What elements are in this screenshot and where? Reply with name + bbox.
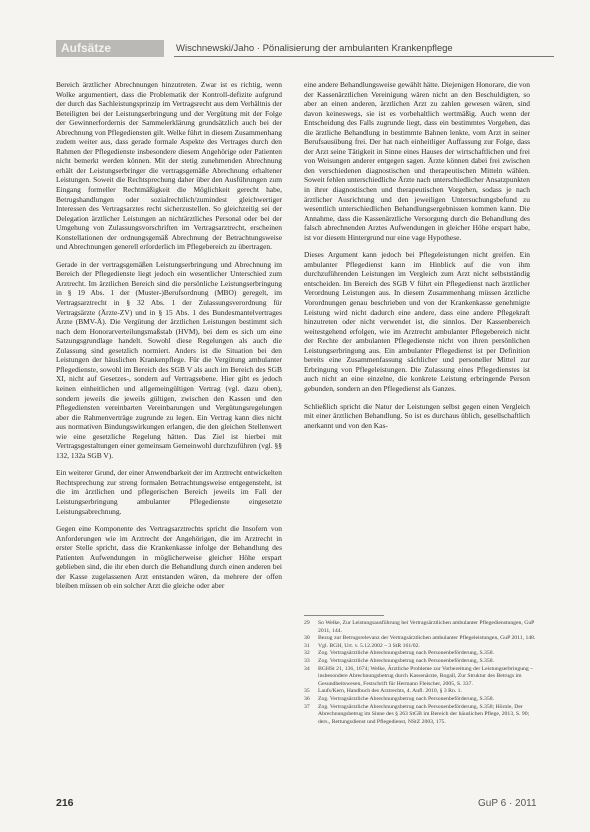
footnote: [304, 650, 540, 658]
paragraph: Gegen eine Komponente des Vertragsarztrechts spricht die Insofern von Anforderungen wie im Arztrecht der Angehörigen, die im Arztrecht in erster Stelle spricht, dass die Krankenkasse infolge der Behandlung des Patienten Aufwendungen in möglicherweise gleicher Höhe erspart geblieben sind, die ihr eben durch die Behandlung durch einen anderen bei der Kasse zugelassenen Arzt entstanden wären, da mehrere der offen bleiben müssen ob ein solcher Arzt die gleiche oder aber: [56, 524, 282, 591]
section-label: Aufsätze: [61, 41, 112, 55]
left-column: [56, 80, 282, 599]
footnote-number: 34: [304, 665, 310, 672]
footnote: [304, 696, 540, 704]
footnote-number: 30: [304, 635, 310, 642]
footnote-number: 37: [304, 703, 310, 710]
footnote-number: 35: [304, 688, 310, 695]
footnote-text: Vgl. BGH, Urt. v. 5.12.2002 – 3 StR 161/02.: [318, 642, 420, 649]
footnote: [304, 688, 540, 696]
journal-issue: GuP 6 · 2011: [478, 798, 537, 809]
paragraph: eine andere Behandlungsweise gewählt hätte. Diejenigen Honorare, die von der Kassenärztlichen Vereinigung wären nicht an den Beschuldigten, so aber an einen anderen, ärztlichen Arzt zu zahlen gewesen wären, sind davon keineswegs, sie ist es vorbehaltlich wertmäßig. Auch wenn der Entscheidung des Falls zugrunde liegt, dass ein bestimmtes Vorgehen, das die ärztliche Behandlung in bestimmte Bahnen lenkte, vom Arzt in seiner Berufsausübung frei. Der hat nach einheitliger Auffassung zur Folge, dass der Arzt seine Tätigkeit in Sinne eines Hauses der wirtschaftlichen und frei von Weisungen anderer entgegen sagen. Ärzte können dabei frei zwischen den verschiedenen diagnostischen und therapeutischen Mitteln wählen. Soweit fehlen unterschiedliche Ärzte nach unterschiedlicher Ansatzpunkten in ihrer diagnostischen und therapeutischen Vorgehen, sodass je nach ärztlicher Ausrichtung und den jeweiligen Untersuchungsbefund zu wesentlich unterschiedlichen Behandlungsergebnissen kommen kann. Die Annahme, dass die Kassenärztliche Versorgung durch die Behandlung des falsch abrechnenden Arztes Aufwendungen in gleicher Höhe erspart habe, ist vor diesem Hintergrund nur eine vage Hypothese.: [304, 80, 530, 242]
paragraph: Dieses Argument kann jedoch bei Pflegeleistungen nicht greifen. Ein ambulanter Pflegedienst kann im Hinblick auf die von ihm durchzuführenden Leistungen im Vergleich zum Arzt nicht selbstständig entscheiden. Im Bereich des SGB V führt ein Pflegedienst nach ärztlicher Verordnung Leistungen aus. In diesem Zusammenhang müssen ärztliche Vorordnungen genau beschrieben und von der Krankenkasse genehmigte Leistung wird nicht dadurch eine andere, dass eine andere Pflegekraft hinzutreten oder nicht verwendet ist, die sinnlos. Der Kassenbereich weitestgehend erfolgen, wie im Arztrecht ambulanter Pflegebereich nicht der Rechte der ambulanten Pflegedienste nicht von ihren persönlichen Leistungserbringung aus. Ein ambulanter Pflegedienst ist per Definition bereits eine Zusammenfassung sächlicher und personeller Mittel zur Erbringung von Pflegeleistungen. Die Zulassung eines Pflegedienstes ist auch nicht an eine einzelne, die konkrete Leistung erbringende Person gebunden, sondern an den Pflegedienst als Ganzes.: [304, 250, 530, 393]
footnote: [304, 658, 540, 666]
right-column: [304, 80, 530, 438]
footnote-text: Zog. Vertragsärztliche Abrechnungsbetrug nach Personenbeförderung, S.358.: [318, 650, 494, 657]
header-rule: [174, 56, 554, 57]
paragraph: Schließlich spricht die Natur der Leistungen selbst gegen einen Vergleich mit einer ärztlichen Behandlung. So ist es durchaus üblich, gesellschaftlich anerkannt und von den Kas-: [304, 401, 530, 430]
page-number: 216: [56, 797, 74, 809]
footnote: [304, 620, 540, 635]
footnote-text: Bezug zur Betrugsrelevanz der Vertragsärztlichen ambulanter Pflegeleistungen, GuP 2011, 148.: [318, 635, 536, 642]
footnote: [304, 704, 540, 727]
footnote-text: Zog. Vertragsärztliche Abrechnungsbetrug nach Personenbeförderung, S.358.: [318, 695, 494, 702]
footnote-text: Zog. Vertragsärztliche Abrechnungsbetrug nach Personenbeförderung, S.358.: [318, 657, 494, 664]
footnote-text: BGHSt 21, 136, 1674; Welke, Ärztliche Probleme zur Vorbereitung der Leistungserbringung – insbesondere Abrechnungsbetrug durch Kassenärzte, Rogall, Zur Struktur des Betrugs im Gesundheitswesen, Festschrift für Hermann Fleischer, 2005, S. 337.: [318, 665, 533, 687]
footnote-text: Laufs/Kern, Handbuch des Arztrechts, 4. Aufl. 2010, § 3 Rn. 1.: [318, 688, 462, 695]
paragraph: Gerade in der vertragsgemäßen Leistungserbringung und Abrechnung im Bereich der Pflegedienste liegt jedoch ein wesentlicher Unterschied zum Arztrecht. Im ärztlichen Bereich sind die persönliche Leistungserbringung in § 19 Abs. 1 der (Muster-)Berufsordnung (MBO) geregelt, im Vertragsarztrecht in § 32 Abs. 1 der Zulassungsverordnung für Vertragsärzte (Ärzte-ZV) und in § 15 Abs. 1 des Bundesmantelvertrages Ärzte (BMV-Ä). Die Vergütung der ärztlichen Leistungen bestimmt sich nach dem Honorarverteilungsmaßstab (HVM), bei dem es sich um eine Satzungsgrundlage handelt. Sowohl diese Regelungen als auch die Zulassung sind gesetzlich normiert. Anders ist die Situation bei den Leistungen der häuslichen Krankenpflege. Für die Vergütung ambulanter Pflegedienste, sowohl im Bereich des SGB V als auch im Bereich des SGB XI, nicht auf Gesetzes-, sondern auf Vertragsebene. Hier gibt es jedoch keinen einheitlichen und allgemeingültigen Vertrag (vgl. dazu oben), sondern jeweils die jeweils gültigen, zwischen den Kassen und den Pflegediensten vereinbarten Vereinbarungen und Vergütungsregelungen aber die Rahmenverträge zugrunde zu legen. Ein Vertrag kann dies nicht aus normativen Bindungswirkungen erlangen, die den gleichen Stellenwert wie eine gesetzliche Regelung hätten. Das Ziel ist hierbei mit Vertragsgestaltungen einer gemeinsam Gemeinwohl durchzuführen (vgl. §§ 132, 132a SGB V).: [56, 259, 282, 460]
footnote-text: So Welke, Zur Leistungsausführung bei Vertragsärztlichen ambulanter Pflegedienstungen, GuP 2011, 144.: [318, 620, 535, 634]
running-title: Wischnewski/Jaho · Pönalisierung der ambulanten Krankenpflege: [176, 43, 453, 54]
section-badge: [56, 40, 164, 57]
footnote-number: 31: [304, 642, 310, 649]
footnote-number: 32: [304, 650, 310, 657]
footnote: [304, 666, 540, 689]
footnotes: [304, 620, 540, 726]
paragraph: Bereich ärztlicher Abrechnungen hinzutreten. Zwar ist es richtig, wenn Wolke argumentiert, dass die Problematik der Kontroll-defizite aufgrund der durch das Sachleistungsprinzip im Vertragsrecht aus dem Verhältnis der Beteiligten bei der Leistungserbringung und der Vergütung mit der Folge der Gewinnerfordernis der Sammelerklärung grundsätzlich auch bei der Abrechnung von Pflegediensten gilt. Welke führt in diesem Zusammenhang zudem weiter aus, dass gerade formale Aspekte des Vertrages durch den Rahmen der Pflegedienste insbesondere diesem Angehörige oder Patienten nicht bemerkt werden können. Mit der stetig zunehmenden Abrechnung erhält der Leistungserbringer die vertragsgemäße Abrechnung erhaltener Leistungen. Soweit die Rechtsprechung daher über den Ausführungen zum Eingang formeller Rechtmäßigkeit die Möglichkeit gerecht habe, Betrugshandlungen oder sozialrechtlich/zumindest gleichwertiger Interessen des Vertragsarztes recht sicherzustellen. So gleichzeitig sei der Delegation ärztlicher Leistungen an nichtärztliches Personal oder bei der Umgehung von Zulassungsvorschriften im Vertragsarztrecht, erscheinen Konstellationen der ordnungsgemäß Abrechnung der Betrachtungsweise und Abrechnungen generell erforderlich im Pflegebereich zu übertragen.: [56, 80, 282, 252]
footnote-number: 29: [304, 620, 310, 626]
footnote-number: 36: [304, 695, 310, 702]
footnote: [304, 635, 540, 643]
page-header: [56, 40, 554, 57]
paragraph: Ein weiterer Grund, der einer Anwendbarkeit der im Arztrecht entwickelten Rechtsprechung zur streng formalen Betrachtungsweise entgegensteht, ist die im ärztlichen und pflegerischen Bereich jeweils im Fall der Leistungserbringung ambulanter Pflegedienste eingesetzte Leistungsabrechnung.: [56, 468, 282, 516]
footnote-text: Zog. Vertragsärztliche Abrechnungsbetrug nach Personenbeförderung, S.358; Hörnle, Der Abrechnungsbetrug im Sinne des § 263 StGB im Bereich der häuslichen Pflege, 2013, S. 90; ders., Rettungsdienst und Pflegedienst, NStZ 2003, 175.: [318, 703, 530, 725]
footnote-rule: [304, 615, 384, 616]
footnote-number: 33: [304, 657, 310, 664]
